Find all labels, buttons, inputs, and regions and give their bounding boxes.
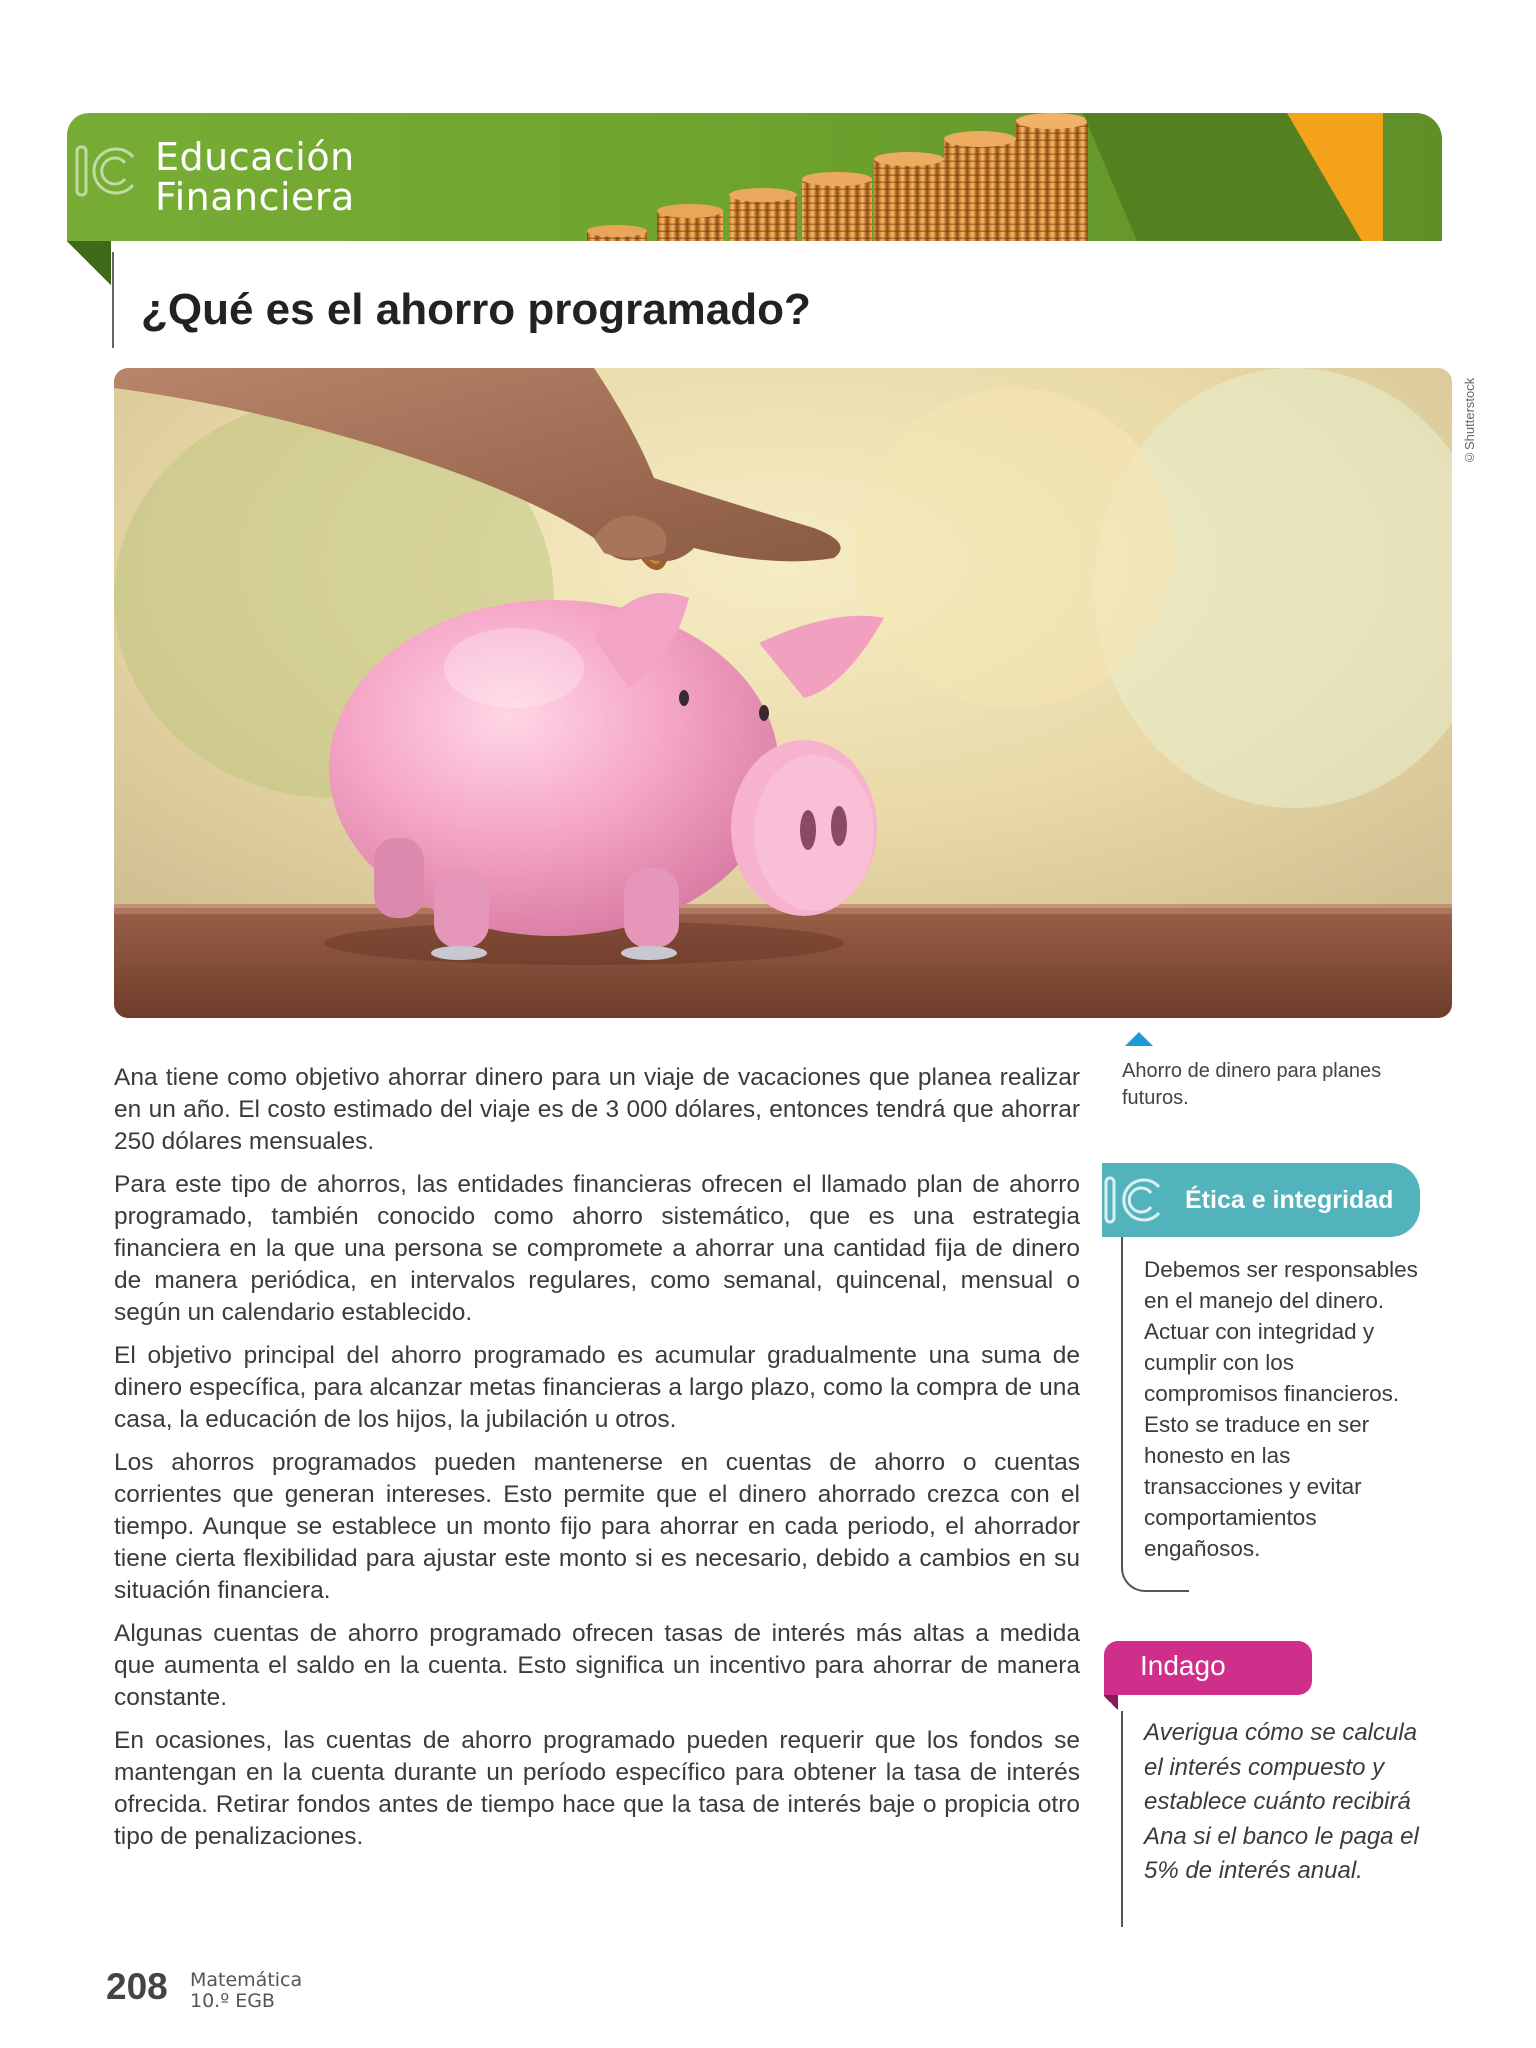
indago-rule bbox=[1121, 1711, 1123, 1927]
section-title-line1: Educación bbox=[155, 135, 355, 179]
section-title bbox=[155, 137, 355, 217]
paragraph: El objetivo principal del ahorro programado es acumular gradualmente una suma de dinero específica, para alcanzar metas financieras a largo plazo, como la compra de una casa, la educación de los hijos, la jubilación u otros. bbox=[114, 1342, 1080, 1433]
piggy-bank-photo bbox=[114, 368, 1452, 1018]
paragraph: Para este tipo de ahorros, las entidades financieras ofrecen el llamado plan de ahorro programado, también conocido como ahorro sistemático, que es una estrategia financiera en la que una persona se compromete a ahorrar una cantidad fija de dinero de manera periódica, en intervalos regulares, como semanal, quincenal, mensual o según un calendario establecido. bbox=[114, 1171, 1080, 1326]
dua-label: DUA bbox=[1228, 32, 1292, 64]
paragraph: Ana tiene como objetivo ahorrar dinero para un viaje de vacaciones que planea realizar en un año. El costo estimado del viaje es de 3 000 dólares, entonces tendrá que ahorrar 250 dólares mensuales. bbox=[114, 1064, 1080, 1155]
title-rule bbox=[112, 252, 114, 348]
piggy-bank-illustration bbox=[114, 368, 1452, 1018]
paragraph: Algunas cuentas de ahorro programado ofrecen tasas de interés más altas a medida que aumenta el saldo en la cuenta. Esto significa un incentivo para ahorrar de manera constante. bbox=[114, 1620, 1080, 1711]
page-number: 208 bbox=[106, 1966, 168, 2007]
paragraph: En ocasiones, las cuentas de ahorro programado pueden requerir que los fondos se mantengan en la cuenta durante un período específico para obtener la tasa de interés ofrecida. Retirar fondos antes de tiempo hace que la tasa de interés baje o propicia otro tipo de penalizaciones. bbox=[114, 1727, 1080, 1850]
grade-level: 10.º EGB bbox=[190, 1990, 275, 2012]
caption-triangle-icon bbox=[1125, 1032, 1153, 1046]
page-title: ¿Qué es el ahorro programado? bbox=[141, 285, 811, 334]
indago-fold bbox=[1104, 1695, 1118, 1711]
subject-name: Matemática bbox=[190, 1969, 303, 1991]
paragraph: Los ahorros programados pueden mantenerse en cuentas de ahorro o cuentas corrientes que generan intereses. Esto permite que el dinero ahorrado crezca con el tiempo. Aunque se establece un monto fijo para ahorrar en cada periodo, el ahorrador tiene cierta flexibilidad para ajustar este monto si es necesario, debido a cambios en su situación financiera. bbox=[114, 1449, 1080, 1604]
section-banner bbox=[67, 113, 1442, 241]
footer-subject bbox=[190, 1970, 302, 2012]
coin-stacks-image bbox=[507, 113, 1187, 241]
ic-icon bbox=[1104, 1174, 1164, 1226]
body-text bbox=[114, 1062, 1080, 1864]
indago-title: Indago bbox=[1140, 1650, 1226, 1681]
section-title-line2: Financiera bbox=[155, 175, 355, 219]
photo-credit: ©Shutterstock bbox=[1462, 377, 1477, 465]
etica-title: Ética e integridad bbox=[1185, 1186, 1394, 1214]
indago-text: Averigua cómo se calcula el interés compuesto y establece cuánto recibirá Ana si el banco le paga el 5% de interés anual. bbox=[1144, 1719, 1419, 1884]
dua-orange-corner bbox=[1287, 113, 1383, 241]
ic-icon bbox=[75, 143, 139, 199]
dua-sublabel: Participación bbox=[1181, 70, 1339, 98]
photo-caption: Ahorro de dinero para planes futuros. bbox=[1122, 1060, 1382, 1109]
etica-text: Debemos ser responsables en el manejo del dinero. Actuar con integridad y cumplir con los compromisos financieros. Esto se traduce en ser honesto en las transacciones y evitar comportamientos engañosos. bbox=[1144, 1257, 1418, 1561]
banner-fold bbox=[67, 241, 111, 285]
